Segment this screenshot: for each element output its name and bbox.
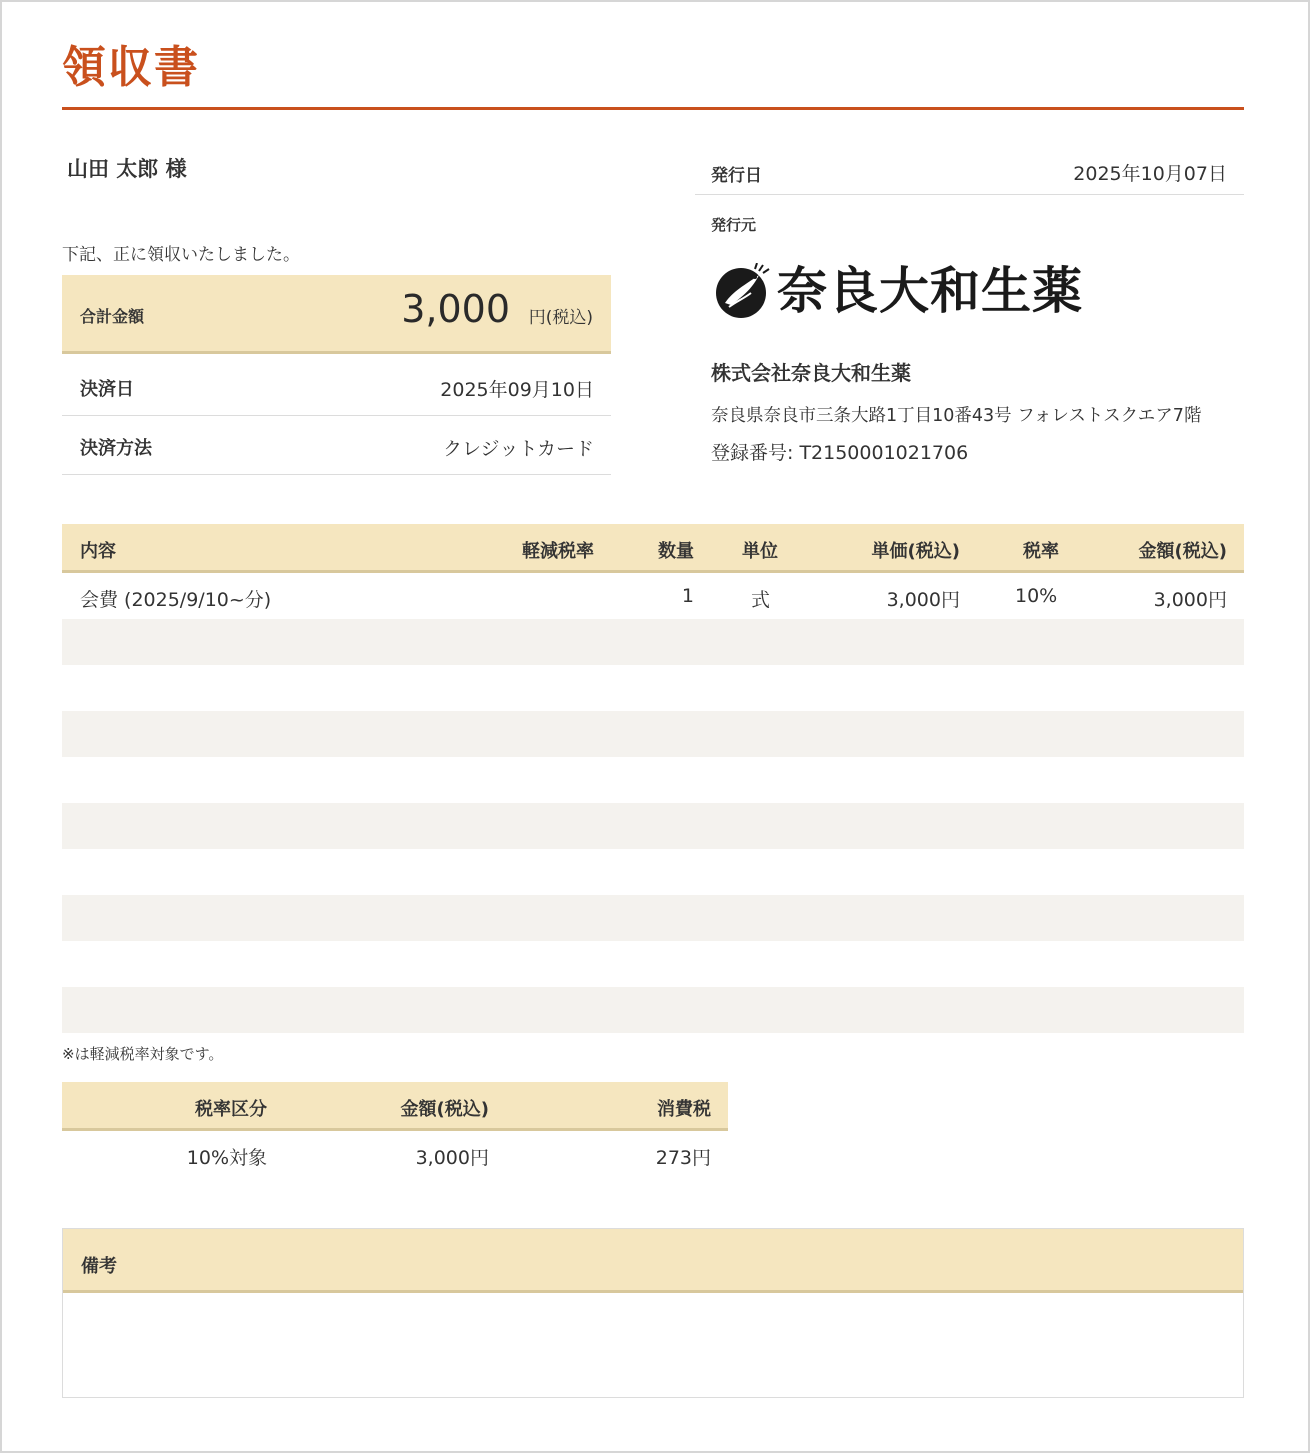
item-quantity: 1: [681, 585, 694, 607]
received-message: 下記、正に領収いたしました。: [62, 245, 300, 265]
payment-date-value: 2025年09月10日: [440, 379, 594, 401]
col-reduced-rate: 軽減税率: [522, 541, 594, 562]
tax-category-value: 10%対象: [186, 1147, 267, 1169]
company-name: 株式会社奈良大和生薬: [711, 361, 911, 385]
table-row: [62, 573, 1244, 619]
table-row-empty: [62, 711, 1244, 757]
table-row-empty: [62, 665, 1244, 711]
item-tax-rate: 10%: [1015, 585, 1058, 607]
items-table: [62, 524, 1244, 1033]
consumption-tax-value: 273円: [655, 1147, 711, 1169]
company-logo: [715, 261, 1095, 323]
remarks-header: [63, 1229, 1243, 1293]
remarks-box: [62, 1228, 1244, 1398]
table-row-empty: [62, 849, 1244, 895]
col-tax-amount: 金額(税込): [400, 1099, 489, 1120]
col-tax-category: 税率区分: [195, 1099, 267, 1120]
payment-date-label: 決済日: [80, 379, 134, 400]
col-unit-price: 単価(税込): [871, 541, 960, 562]
tax-table-header: [62, 1082, 728, 1131]
table-row-empty: [62, 987, 1244, 1033]
col-tax-rate: 税率: [1023, 541, 1059, 562]
company-address: 奈良県奈良市三条大路1丁目10番43号 フォレストスクエア7階: [711, 406, 1202, 426]
bird-emblem-icon: [715, 263, 771, 319]
page-title: 領収書: [62, 42, 200, 93]
remarks-label: 備考: [81, 1256, 117, 1277]
payment-method-value: クレジットカード: [443, 438, 594, 460]
total-amount-value: 3,000: [401, 287, 510, 331]
tax-amount-value: 3,000円: [415, 1147, 489, 1169]
table-row-empty: [62, 757, 1244, 803]
items-table-header: [62, 524, 1244, 573]
table-row-empty: [62, 941, 1244, 987]
col-quantity: 数量: [658, 541, 694, 562]
table-row-empty: [62, 619, 1244, 665]
title-divider: [62, 107, 1244, 110]
item-content: 会費 (2025/9/10~分): [80, 589, 272, 611]
table-row-empty: [62, 895, 1244, 941]
table-row: [62, 1131, 728, 1179]
item-unit-price: 3,000円: [886, 589, 960, 611]
issuer-label: 発行元: [711, 216, 757, 234]
payment-date-row: [62, 357, 611, 416]
col-amount: 金額(税込): [1138, 541, 1227, 562]
issue-date-value: 2025年10月07日: [1073, 163, 1227, 185]
table-row-empty: [62, 803, 1244, 849]
payment-method-row: [62, 416, 611, 475]
registration-number: 登録番号: T2150001021706: [711, 442, 969, 464]
tax-summary-table: [62, 1082, 728, 1179]
total-amount-box: [62, 275, 611, 354]
col-consumption-tax: 消費税: [657, 1099, 711, 1120]
col-content: 内容: [80, 541, 116, 562]
item-amount: 3,000円: [1153, 589, 1227, 611]
issue-date-label: 発行日: [711, 166, 762, 186]
reduced-rate-note: ※は軽減税率対象です。: [62, 1045, 224, 1063]
item-unit: 式: [751, 589, 771, 611]
col-unit: 単位: [742, 541, 778, 562]
total-amount-unit: 円(税込): [528, 308, 593, 328]
payment-method-label: 決済方法: [80, 438, 152, 459]
total-label: 合計金額: [80, 307, 145, 326]
recipient-name: 山田 太郎 様: [67, 157, 187, 181]
issue-date-row: [695, 146, 1244, 195]
logo-wordmark: 奈良大和生薬: [777, 262, 1083, 320]
